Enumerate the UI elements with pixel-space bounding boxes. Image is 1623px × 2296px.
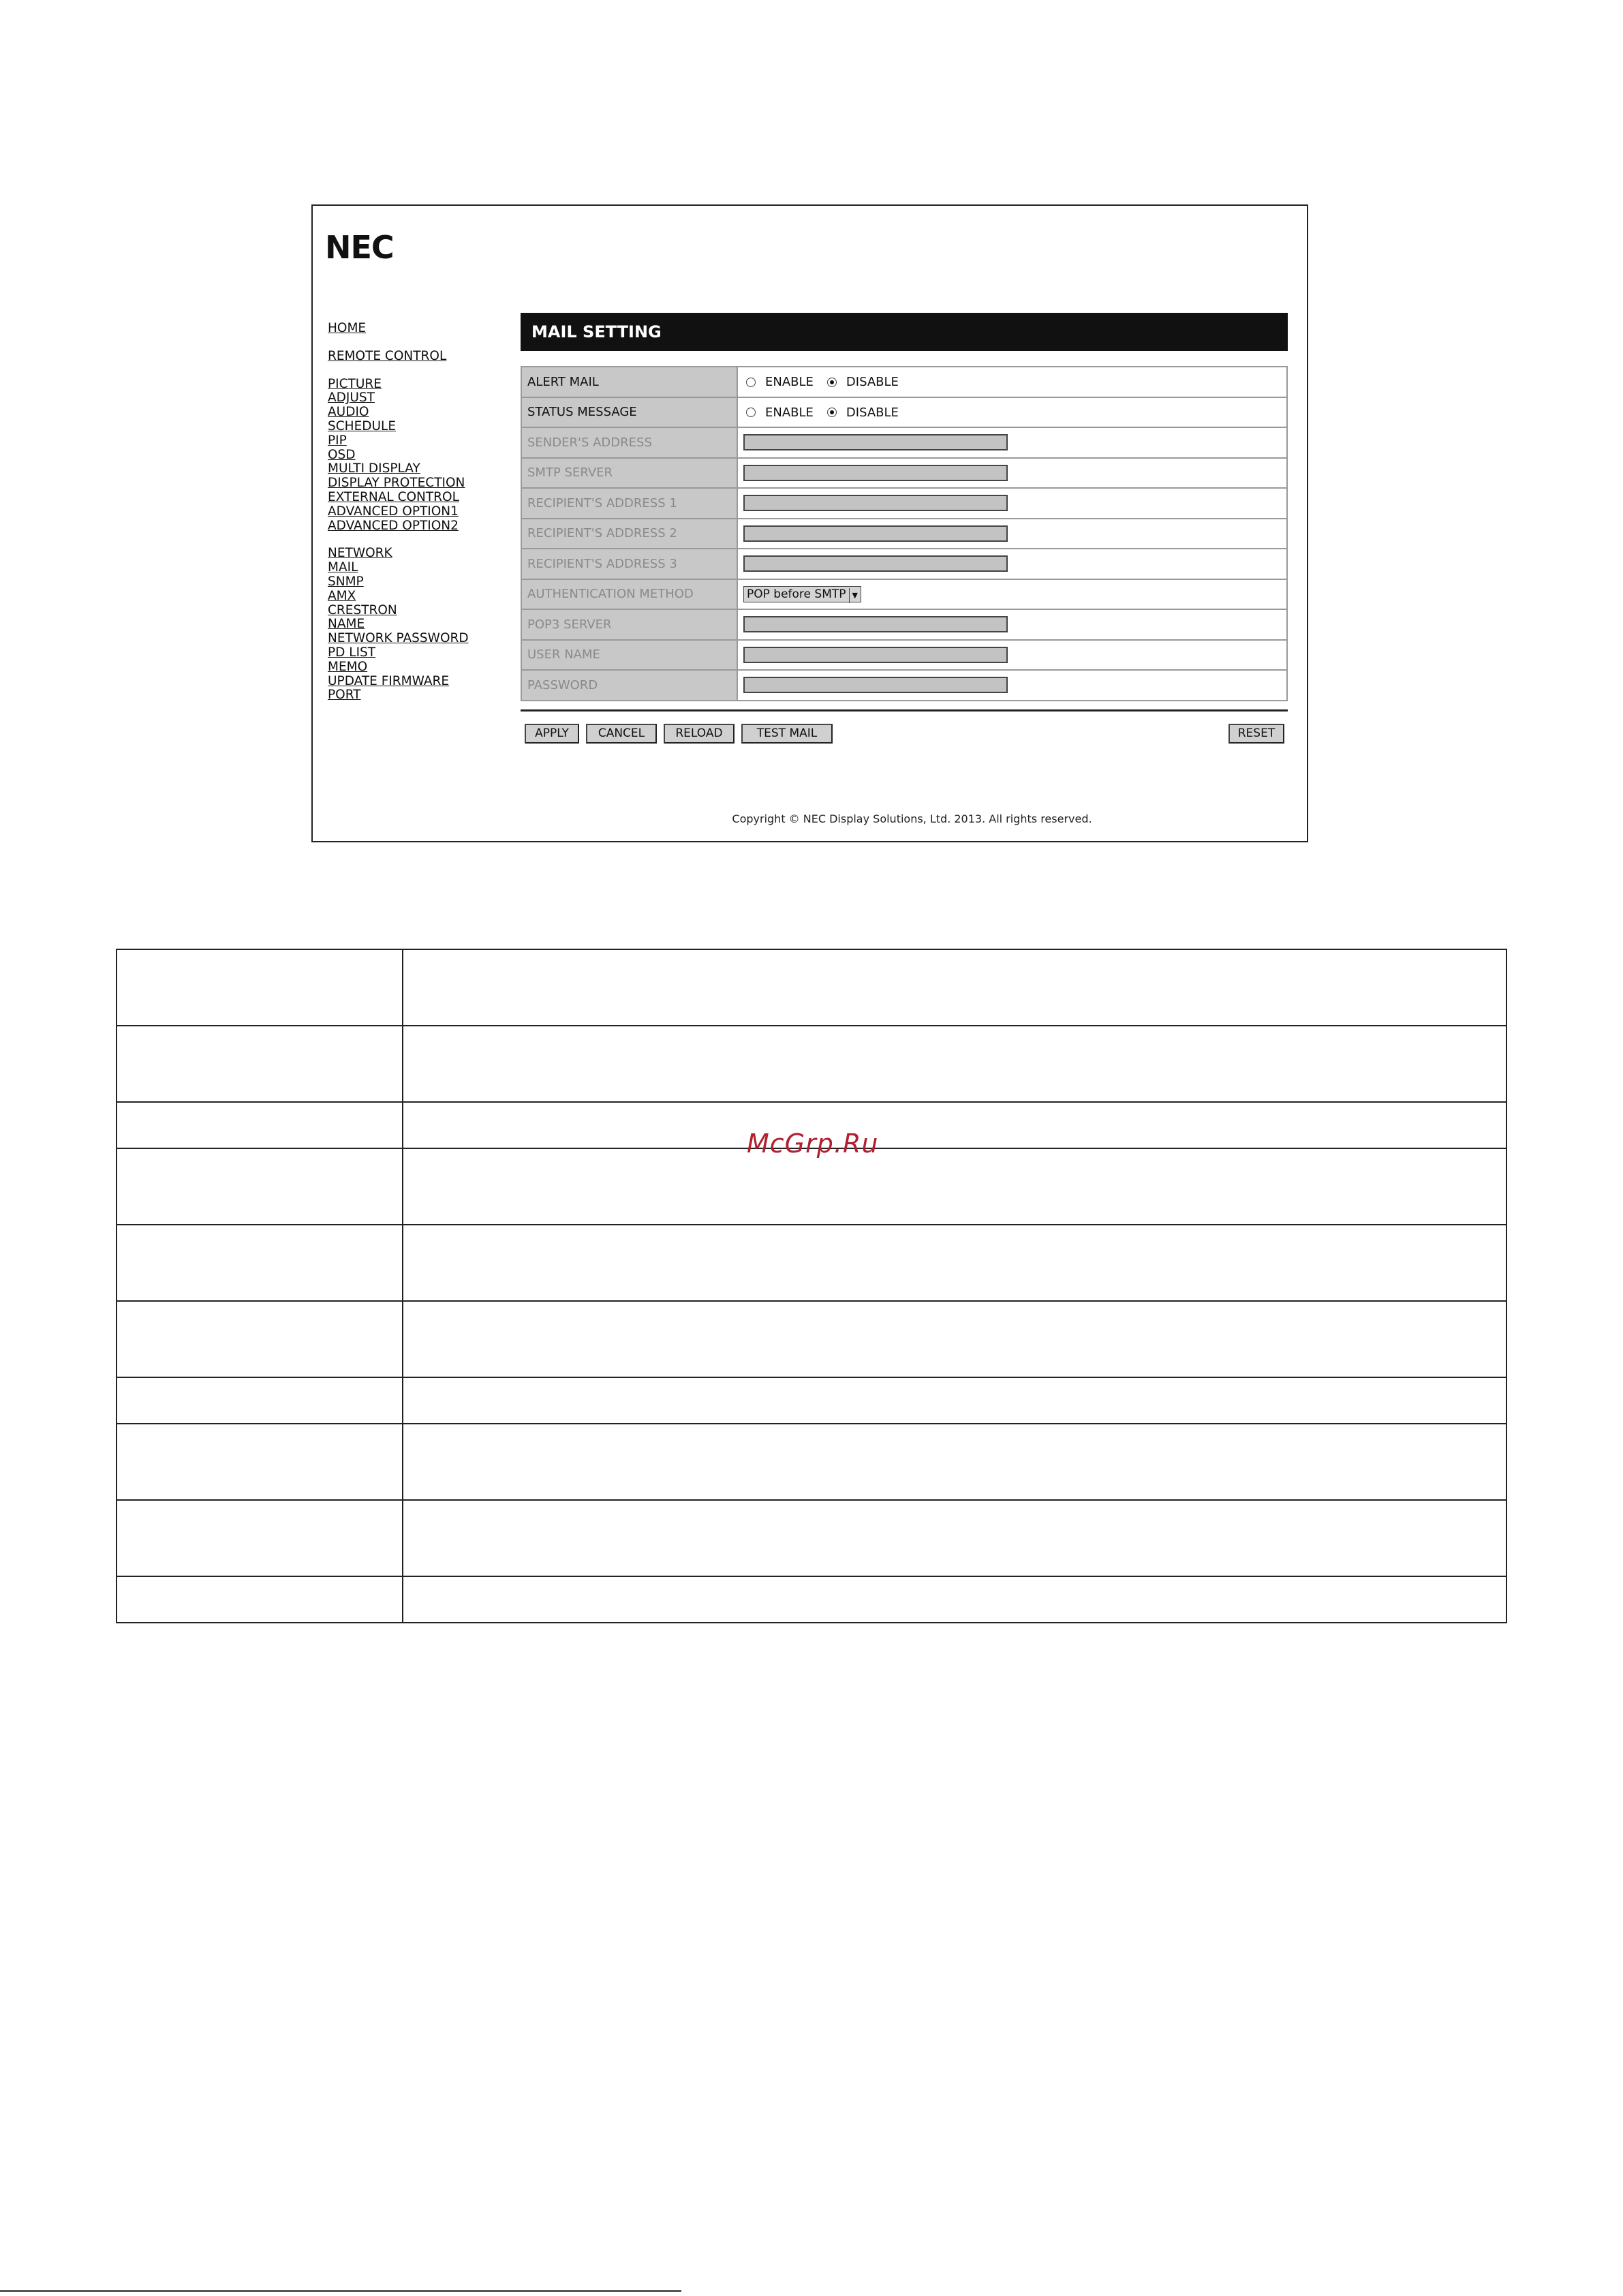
status-message-options bbox=[737, 397, 1287, 428]
pop3-server-input[interactable] bbox=[743, 616, 1008, 632]
nav-port[interactable]: PORT bbox=[328, 688, 361, 703]
table-row bbox=[117, 1026, 1506, 1102]
password-label: PASSWORD bbox=[521, 670, 737, 701]
alert-mail-options bbox=[737, 367, 1287, 397]
table-cell bbox=[117, 949, 403, 1026]
status-message-disable-label: DISABLE bbox=[846, 405, 899, 420]
table-row bbox=[117, 1424, 1506, 1500]
sidebar-nav bbox=[328, 322, 512, 703]
user-name-input[interactable] bbox=[743, 647, 1008, 663]
nav-amx[interactable]: AMX bbox=[328, 588, 356, 603]
table-cell bbox=[403, 1225, 1506, 1301]
pop3-server-label: POP3 SERVER bbox=[521, 609, 737, 640]
smtp-server-label: SMTP SERVER bbox=[521, 458, 737, 489]
recipient-address-3-label: RECIPIENT'S ADDRESS 3 bbox=[521, 549, 737, 579]
nav-adjust[interactable]: ADJUST bbox=[328, 391, 375, 405]
recipient-address-3-input[interactable] bbox=[743, 555, 1008, 572]
nav-multi-display[interactable]: MULTI DISPLAY bbox=[328, 461, 420, 476]
nav-network[interactable]: NETWORK bbox=[328, 546, 392, 561]
table-cell bbox=[403, 949, 1506, 1026]
user-name-label: USER NAME bbox=[521, 640, 737, 671]
recipient-address-2-input[interactable] bbox=[743, 525, 1008, 542]
table-cell bbox=[403, 1148, 1506, 1225]
table-cell bbox=[117, 1225, 403, 1301]
table-cell bbox=[403, 1500, 1506, 1576]
status-message-label: STATUS MESSAGE bbox=[521, 397, 737, 428]
nav-mail[interactable]: MAIL bbox=[328, 560, 358, 575]
nav-advanced-option2[interactable]: ADVANCED OPTION2 bbox=[328, 518, 459, 533]
nav-update-firmware[interactable]: UPDATE FIRMWARE bbox=[328, 673, 450, 688]
settings-table bbox=[521, 366, 1288, 701]
cancel-button[interactable]: CANCEL bbox=[586, 724, 657, 744]
nav-picture[interactable]: PICTURE bbox=[328, 376, 382, 391]
alert-mail-enable-label: ENABLE bbox=[765, 375, 814, 389]
divider bbox=[521, 709, 1288, 711]
nav-snmp[interactable]: SNMP bbox=[328, 574, 364, 589]
table-cell bbox=[117, 1026, 403, 1102]
nav-home[interactable]: HOME bbox=[328, 321, 367, 335]
smtp-server-input[interactable] bbox=[743, 465, 1008, 481]
main-content bbox=[521, 313, 1288, 744]
table-cell bbox=[403, 1301, 1506, 1377]
table-cell bbox=[117, 1102, 403, 1148]
table-row bbox=[117, 1576, 1506, 1623]
alert-mail-label: ALERT MAIL bbox=[521, 367, 737, 397]
table-cell bbox=[117, 1424, 403, 1500]
table-cell bbox=[117, 1148, 403, 1225]
table-row bbox=[117, 1500, 1506, 1576]
mail-setting-screenshot bbox=[311, 204, 1308, 842]
alert-mail-disable-radio[interactable] bbox=[827, 378, 837, 387]
table-row bbox=[521, 640, 1287, 671]
nav-pip[interactable]: PIP bbox=[328, 433, 347, 448]
reload-button[interactable]: RELOAD bbox=[664, 724, 735, 744]
nav-name[interactable]: NAME bbox=[328, 617, 365, 632]
nav-osd[interactable]: OSD bbox=[328, 447, 356, 462]
page-title: MAIL SETTING bbox=[521, 313, 1288, 351]
status-message-enable-radio[interactable] bbox=[746, 408, 756, 417]
table-row bbox=[521, 579, 1287, 610]
status-message-enable-label: ENABLE bbox=[765, 405, 814, 420]
table-cell bbox=[117, 1301, 403, 1377]
status-message-disable-radio[interactable] bbox=[827, 408, 837, 417]
nav-pd-list[interactable]: PD LIST bbox=[328, 645, 376, 660]
reset-button[interactable]: RESET bbox=[1228, 724, 1284, 744]
recipient-address-1-input[interactable] bbox=[743, 495, 1008, 511]
table-row bbox=[117, 1377, 1506, 1424]
watermark: McGrp.Ru bbox=[747, 1129, 879, 1159]
table-cell bbox=[403, 1026, 1506, 1102]
nav-audio[interactable]: AUDIO bbox=[328, 405, 369, 420]
apply-button[interactable]: APPLY bbox=[525, 724, 579, 744]
nav-advanced-option1[interactable]: ADVANCED OPTION1 bbox=[328, 504, 459, 519]
table-row bbox=[521, 670, 1287, 701]
table-cell bbox=[403, 1576, 1506, 1623]
password-input[interactable] bbox=[743, 677, 1008, 693]
nav-display-protection[interactable]: DISPLAY PROTECTION bbox=[328, 476, 465, 491]
test-mail-button[interactable]: TEST MAIL bbox=[741, 724, 833, 744]
table-cell bbox=[117, 1500, 403, 1576]
nav-crestron[interactable]: CRESTRON bbox=[328, 602, 397, 617]
table-row bbox=[117, 949, 1506, 1026]
authentication-method-label: AUTHENTICATION METHOD bbox=[521, 579, 737, 610]
table-row bbox=[521, 488, 1287, 519]
table-cell bbox=[403, 1424, 1506, 1500]
nav-network-password[interactable]: NETWORK PASSWORD bbox=[328, 631, 469, 646]
divider bbox=[0, 2290, 681, 2292]
description-table bbox=[116, 949, 1507, 1623]
senders-address-label: SENDER'S ADDRESS bbox=[521, 427, 737, 458]
table-row bbox=[521, 427, 1287, 458]
table-row bbox=[521, 397, 1287, 428]
table-row bbox=[521, 609, 1287, 640]
recipient-address-1-label: RECIPIENT'S ADDRESS 1 bbox=[521, 488, 737, 519]
nav-memo[interactable]: MEMO bbox=[328, 659, 368, 674]
table-cell bbox=[403, 1377, 1506, 1424]
nav-remote-control[interactable]: REMOTE CONTROL bbox=[328, 348, 447, 363]
table-row bbox=[117, 1301, 1506, 1377]
table-row bbox=[521, 519, 1287, 549]
senders-address-input[interactable] bbox=[743, 434, 1008, 450]
table-row bbox=[521, 367, 1287, 397]
alert-mail-disable-label: DISABLE bbox=[846, 375, 899, 389]
table-row bbox=[117, 1148, 1506, 1225]
nec-logo: NEC bbox=[325, 229, 394, 266]
authentication-method-select[interactable] bbox=[743, 586, 861, 602]
chevron-down-icon: ▼ bbox=[849, 588, 858, 603]
copyright-text: Copyright © NEC Display Solutions, Ltd. 2013. All rights reserved. bbox=[732, 812, 1092, 825]
table-row bbox=[521, 458, 1287, 489]
table-row bbox=[521, 549, 1287, 579]
alert-mail-enable-radio[interactable] bbox=[746, 378, 756, 387]
authentication-method-value: POP before SMTP bbox=[747, 587, 846, 601]
nav-external-control[interactable]: EXTERNAL CONTROL bbox=[328, 489, 459, 504]
table-cell bbox=[117, 1377, 403, 1424]
recipient-address-2-label: RECIPIENT'S ADDRESS 2 bbox=[521, 519, 737, 549]
table-cell bbox=[403, 1102, 1506, 1148]
table-row bbox=[117, 1225, 1506, 1301]
table-cell bbox=[117, 1576, 403, 1623]
nav-schedule[interactable]: SCHEDULE bbox=[328, 418, 397, 433]
button-bar bbox=[521, 724, 1288, 744]
